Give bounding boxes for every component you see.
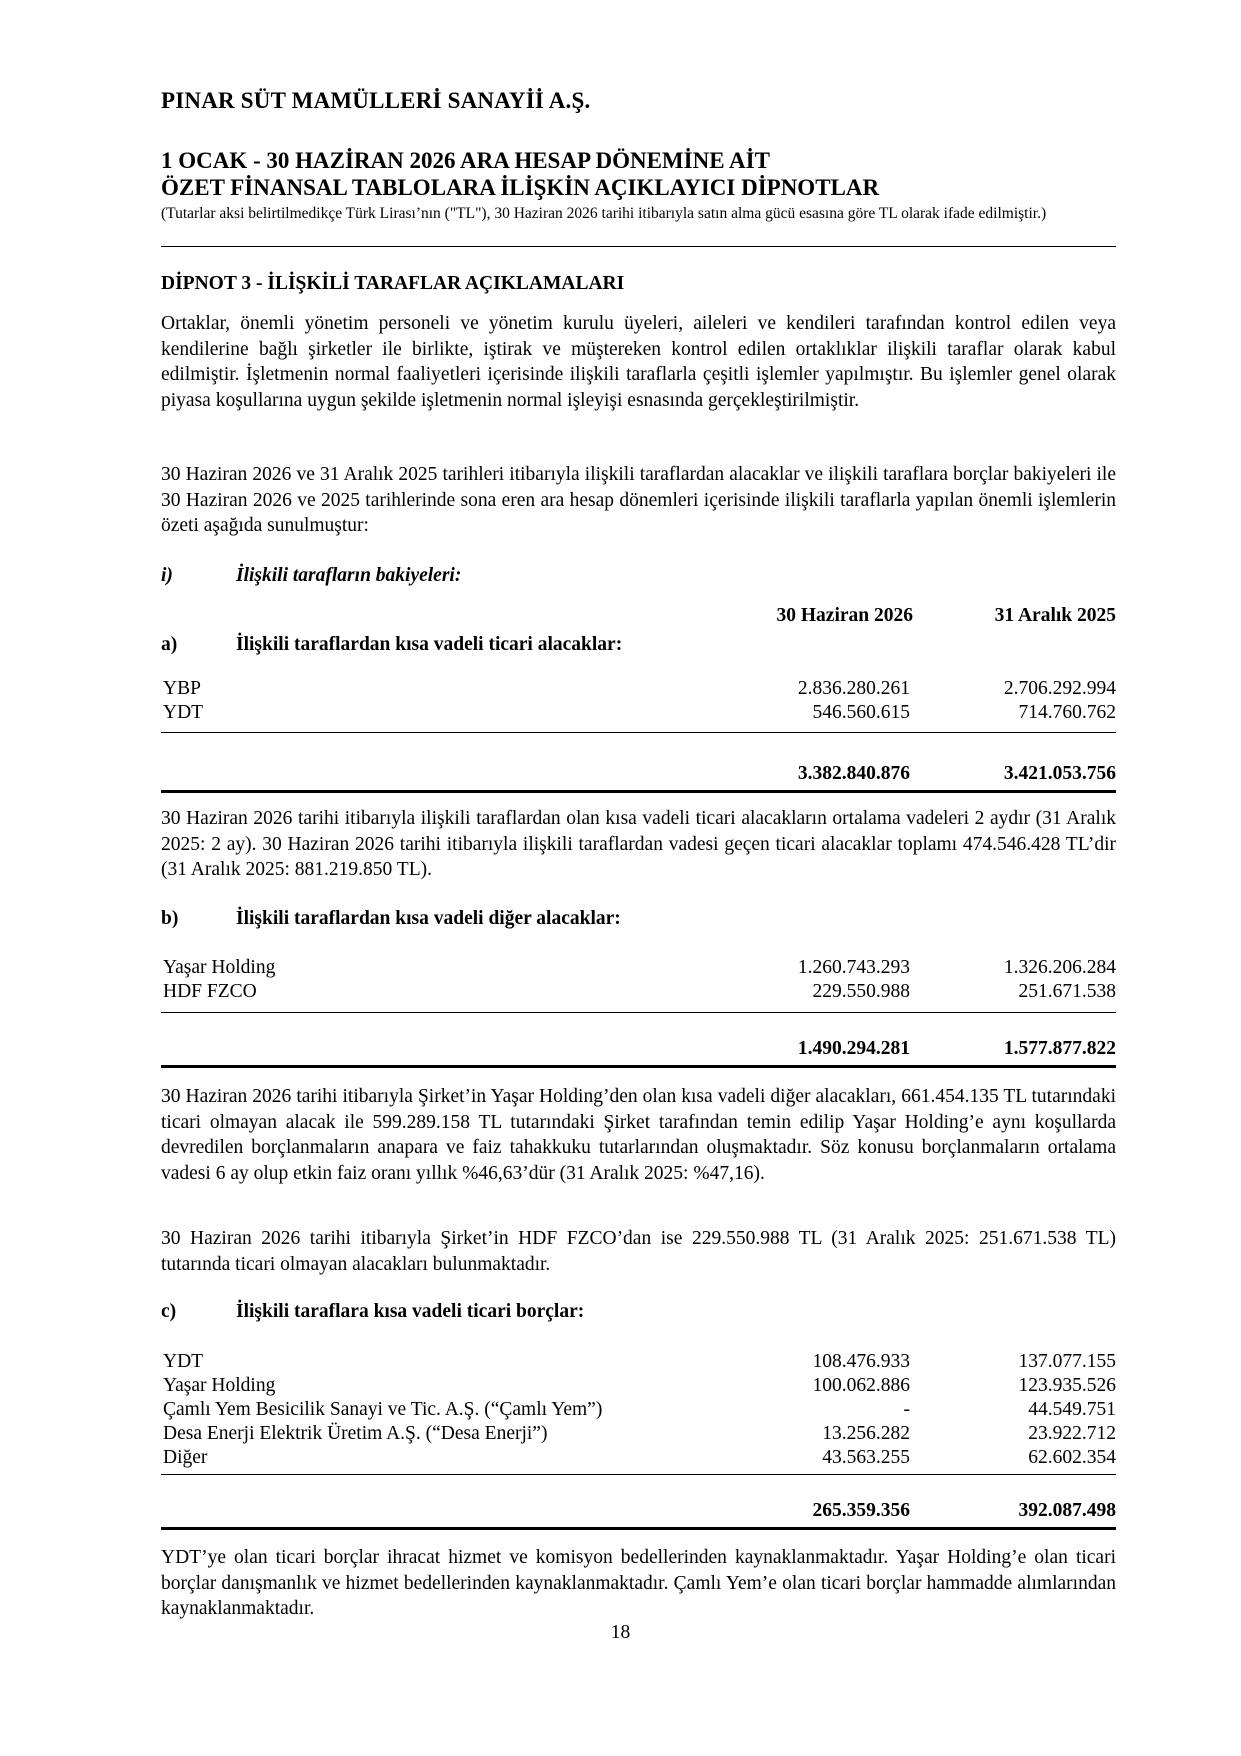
row-label: Desa Enerji Elektrik Üretim A.Ş. (“Desa Enerji”) [163,1423,548,1444]
table-c-note [161,1545,1116,1622]
row-value-2025: 137.077.155 [1018,1351,1116,1372]
table-c-marker: c) [161,1301,177,1322]
table-a-note-text: 30 Haziran 2026 tarihi itibarıyla ilişkili taraflardan olan kısa vadeli ticari alacakların ortalama vadeleri 2 aydır (31 Aralık 2025: 2 ay). 30 Haziran 2026 tarihi itibarıyla ilişkili taraflardan vadesi geçen ticari alacaklar toplamı 474.546.428 TL’dir (31 Aralık 2025: 881.219.850 TL). [161,808,1116,880]
table-b-note-2-text: 30 Haziran 2026 tarihi itibarıyla Şirket’in HDF FZCO’dan ise 229.550.988 TL (31 Aralık 2025: 251.671.538 TL) tutarında ticari olmayan alacakları bulunmaktadır. [161,1228,1116,1275]
intro-paragraph-2 [161,462,1116,539]
report-title-line2: ÖZET FİNANSAL TABLOLARA İLİŞKİN AÇIKLAYICI DİPNOTLAR [161,175,880,200]
table-c-total-rule [161,1527,1116,1530]
header-divider [161,246,1116,247]
report-title-line1: 1 OCAK - 30 HAZİRAN 2026 ARA HESAP DÖNEMİNE AİT [161,148,770,173]
table-row [161,1447,1116,1471]
table-b-marker: b) [161,908,179,929]
total-value-2025: 392.087.498 [1018,1500,1116,1521]
row-value-2025: 62.602.354 [1028,1447,1116,1468]
table-row [161,981,1116,1005]
table-c [161,1351,1116,1471]
table-b-total-rule [161,1065,1116,1068]
row-label: Çamlı Yem Besicilik Sanayi ve Tic. A.Ş. (“Çamlı Yem”) [163,1399,603,1420]
table-row [161,1423,1116,1447]
row-value-2025: 251.671.538 [1018,981,1116,1002]
row-label: Diğer [163,1447,208,1468]
row-value-2025: 2.706.292.994 [1003,678,1116,699]
total-value-2025: 1.577.877.822 [1003,1038,1116,1059]
row-label: Yaşar Holding [163,957,276,978]
row-value-2025: 714.760.762 [1018,702,1116,723]
column-header-2025: 31 Aralık 2025 [994,605,1116,626]
row-label: HDF FZCO [163,981,257,1002]
table-row [161,957,1116,981]
row-label: YDT [163,702,204,723]
table-b-note-2 [161,1226,1116,1277]
row-value-2026: 546.560.615 [812,702,910,723]
row-label: YBP [163,678,201,699]
table-a-subtotal-rule [161,732,1116,733]
page-number: 18 [610,1622,631,1643]
intro-text-1: Ortaklar, önemli yönetim personeli ve yönetim kurulu üyeleri, aileleri ve kendileri tarafından kontrol edilen veya kendilerine bağlı şirketler ile birlikte, iştirak ve müştereken kontrol edilen ortaklıklar ilişkili taraflar olarak kabul edilmiştir. İşletmenin normal faaliyetleri içerisinde ilişkili taraflarla çeşitli işlemler yapılmıştır. Bu işlemler genel olarak piyasa koşullarına uygun şekilde işletmenin normal işleyişi esnasında gerçekleştirilmiştir. [161,313,1116,411]
row-value-2026: 1.260.743.293 [797,957,910,978]
row-value-2026: 2.836.280.261 [797,678,910,699]
intro-paragraph-1 [161,311,1116,413]
table-c-subtotal-rule [161,1474,1116,1475]
total-value-2026: 3.382.840.876 [797,763,910,784]
row-value-2025: 23.922.712 [1028,1423,1116,1444]
table-row [161,678,1116,702]
intro-text-2: 30 Haziran 2026 ve 31 Aralık 2025 tarihleri itibarıyla ilişkili taraflardan alacaklar ve ilişkili taraflara borçlar bakiyeleri ile 30 Haziran 2026 ve 2025 tarihlerinde sona eren ara hesap dönemleri içerisinde ilişkili taraflarla yapılan önemli işlemlerin özeti aşağıda sunulmuştur: [161,464,1116,536]
table-row [161,1399,1116,1423]
table-b-note-1-text: 30 Haziran 2026 tarihi itibarıyla Şirket’in Yaşar Holding’den olan kısa vadeli diğer alacakları, 661.454.135 TL tutarındaki ticari olmayan alacak ile 599.289.158 TL tutarındaki Şirket tarafından temin edilip Yaşar Holding’e aynı koşullarda devredilen borçlanmaların anapara ve faiz tahakkuku tutarlarından oluşmaktadır. Söz konusu borçlanmaların ortalama vadesi 6 ay olup etkin faiz oranı yıllık %46,63’dür (31 Aralık 2025: %47,16). [161,1086,1116,1184]
table-b [161,957,1116,1005]
table-b-subtotal-rule [161,1012,1116,1013]
table-c-total-row [161,1500,1116,1526]
table-b-title: İlişkili taraflardan kısa vadeli diğer alacaklar: [236,908,621,929]
section-i-marker: i) [161,565,173,586]
total-value-2026: 1.490.294.281 [797,1038,910,1059]
row-value-2025: 123.935.526 [1018,1375,1116,1396]
total-value-2026: 265.359.356 [812,1500,910,1521]
table-a-total-rule [161,790,1116,793]
row-value-2026: - [903,1399,910,1420]
table-a [161,678,1116,726]
total-value-2025: 3.421.053.756 [1003,763,1116,784]
section-i-title: İlişkili tarafların bakiyeleri: [236,565,462,586]
table-row [161,702,1116,726]
row-value-2026: 100.062.886 [812,1375,910,1396]
section-title: DİPNOT 3 - İLİŞKİLİ TARAFLAR AÇIKLAMALARI [161,273,625,294]
table-a-title: İlişkili taraflardan kısa vadeli ticari alacaklar: [236,634,623,655]
row-label: Yaşar Holding [163,1375,276,1396]
row-value-2026: 43.563.255 [822,1447,910,1468]
table-b-note-1 [161,1084,1116,1186]
currency-note: (Tutarlar aksi belirtilmedikçe Türk Lirası’nın ("TL"), 30 Haziran 2026 tarihi itibarıyla satın alma gücü esasına göre TL olarak ifade edilmiştir.) [161,205,1047,222]
row-value-2026: 229.550.988 [812,981,910,1002]
table-c-title: İlişkili taraflara kısa vadeli ticari borçlar: [236,1301,585,1322]
table-c-note-text: YDT’ye olan ticari borçlar ihracat hizmet ve komisyon bedellerinden kaynaklanmaktadır. Yaşar Holding’e olan ticari borçlar danışmanlık ve hizmet bedellerinden kaynaklanmaktadır. Çamlı Yem’e olan ticari borçlar hammadde alımlarından kaynaklanmaktadır. [161,1547,1116,1619]
row-label: YDT [163,1351,204,1372]
table-a-marker: a) [161,634,178,655]
table-b-total-row [161,1038,1116,1064]
row-value-2025: 1.326.206.284 [1003,957,1116,978]
column-header-2026: 30 Haziran 2026 [776,605,913,626]
table-a-note [161,806,1116,883]
row-value-2026: 108.476.933 [812,1351,910,1372]
table-row [161,1375,1116,1399]
table-a-total-row [161,763,1116,789]
row-value-2026: 13.256.282 [822,1423,910,1444]
row-value-2025: 44.549.751 [1028,1399,1116,1420]
table-row [161,1351,1116,1375]
company-name: PINAR SÜT MAMÜLLERİ SANAYİİ A.Ş. [161,88,591,113]
